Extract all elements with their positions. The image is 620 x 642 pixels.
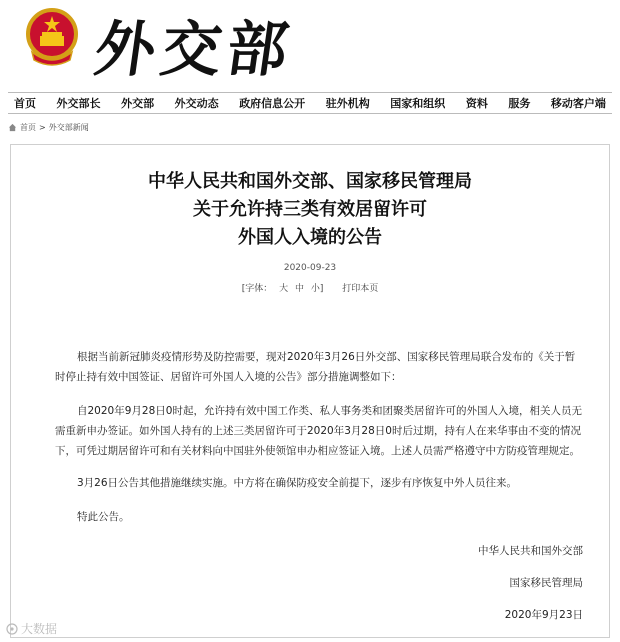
site-header [0,0,620,90]
article-paragraph-4: 特此公告。 [77,511,130,523]
nav-item-foreign-minister[interactable]: 外交部长 [56,97,101,110]
signature-mfa: 中华人民共和国外交部 [478,545,583,557]
article-title-line2: 关于允许持三类有效居留许可 [193,199,427,220]
signature-date: 2020年9月23日 [504,609,583,621]
nav-item-ministry[interactable]: 外交部 [121,97,155,110]
breadcrumb-home[interactable]: 首页 [20,123,36,132]
nav-item-missions[interactable]: 驻外机构 [325,97,370,110]
breadcrumb-section[interactable]: 外交部新闻 [48,123,89,132]
article-title-line3: 外国人入境的公告 [238,227,382,248]
article-title-line1: 中华人民共和国外交部、国家移民管理局 [148,171,472,192]
watermark-text: 大数据 [21,622,58,636]
breadcrumb-separator: > [39,123,46,132]
nav-item-home[interactable]: 首页 [14,97,36,110]
nav-item-countries[interactable]: 国家和组织 [390,97,446,110]
font-size-label: [字体： [241,284,273,294]
signature-nia: 国家移民管理局 [509,577,583,589]
article-date: 2020-09-23 [283,263,337,273]
watermark [6,620,57,637]
site-logo-text[interactable]: 外交部 [90,15,299,85]
nav-item-services[interactable]: 服务 [508,97,531,110]
print-button[interactable]: 打印本页 [342,284,379,294]
main-nav [8,92,612,114]
nav-item-resources[interactable]: 资料 [465,97,488,110]
font-size-medium-button[interactable]: 中 [294,284,304,294]
nav-item-gov-info[interactable]: 政府信息公开 [239,97,306,110]
font-size-small-button[interactable]: 小] [310,284,324,294]
nav-item-diplomatic-news[interactable]: 外交动态 [174,97,219,110]
breadcrumb [8,122,89,133]
article-tools [11,281,609,294]
national-emblem-logo[interactable] [26,8,78,70]
article-paragraph-3: 3月26日公告其他措施继续实施。中方将在确保防疫安全前提下，逐步有序恢复中外人员往来。 [77,477,518,489]
article-container [10,144,610,638]
font-size-large-button[interactable]: 大 [279,284,289,294]
article-paragraph-1: 根据当前新冠肺炎疫情形势及防控需要，现对2020年3月26日外交部、国家移民管理局联合发布的《关于暂时停止持有效中国签证、居留许可外国人入境的公告》部分措施调整如下： [55,351,576,383]
nav-item-mobile-app[interactable]: 移动客户端 [550,97,606,110]
home-icon [8,123,17,132]
weibo-icon [6,623,18,635]
article-paragraph-2: 自2020年9月28日0时起，允许持有效中国工作类、私人事务类和团聚类居留许可的外国人入境，相关人员无需重新申办签证。如外国人持有的上述三类居留许可于2020年3月28日0时后过期，持有人在来华事由不变的情况下，可凭过期居留许可和有关材料向中国驻外使领馆申办相应签证入境。上述人员需严格遵守中方防疫管理规定。 [55,405,582,457]
